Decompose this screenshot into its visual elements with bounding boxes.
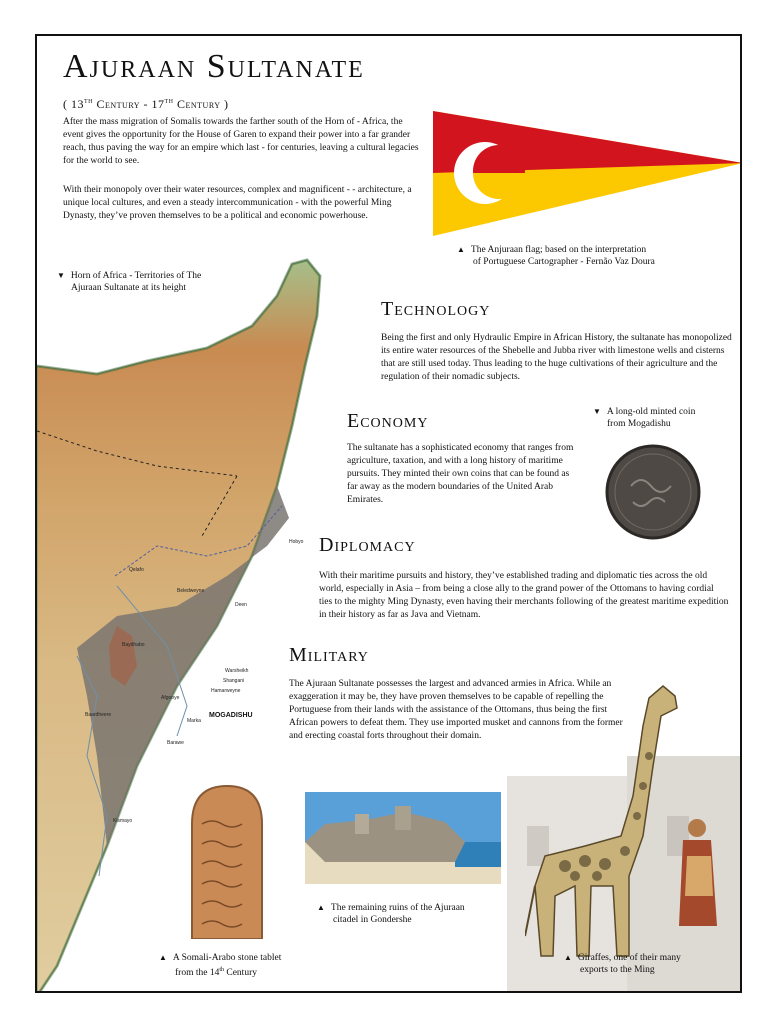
town-label: Barawe — [167, 740, 184, 746]
ruins-caption-line1: The remaining ruins of the Ajuraan — [330, 903, 465, 913]
giraffe-caption-line2: exports to the Ming — [580, 965, 655, 975]
coin-caption-line2: from Mogadishu — [607, 419, 671, 429]
economy-heading: Economy — [347, 410, 429, 432]
subtitle-start: ( 13 — [63, 97, 84, 111]
subtitle-sup-2: th — [164, 96, 174, 105]
diplomacy-heading: Diplomacy — [319, 534, 416, 556]
tablet-body — [192, 786, 262, 939]
triangle-down-icon: ▼ — [593, 407, 601, 416]
town-label: Shangani — [223, 678, 245, 684]
ruins-caption — [317, 902, 465, 926]
flag-caption-line2: of Portuguese Cartographer - Fernão Vaz Doura — [473, 257, 655, 267]
town-label: Hobyo — [289, 539, 304, 545]
giraffe-caption-line1: Giraffes, one of their many — [577, 953, 681, 963]
gondershe-ruins-photo — [305, 792, 501, 884]
flag-caption — [457, 244, 655, 268]
tablet-caption-line1: A Somali-Arabo stone tablet — [172, 953, 282, 963]
tablet-caption — [159, 952, 281, 979]
ajuraan-flag — [433, 111, 742, 236]
photo-ruin-wall — [355, 814, 369, 834]
mogadishu-coin — [603, 442, 703, 542]
coin-disc — [607, 446, 699, 538]
map-caption-line1: Horn of Africa - Territories of The — [70, 271, 202, 281]
diplomacy-body: With their maritime pursuits and history, they’ve established trading and diplomatic ties across the old world, especially in Asia – from being a close ally to the grand power of the Ottomans to having cordial ties to the mighty Ming Dynasty, even having their merchants following of the greatest maritime expedition in their history as far as Java and Vietnam. — [319, 571, 729, 620]
giraffe-body — [535, 686, 677, 956]
town-label: Baardheere — [85, 712, 112, 718]
triangle-down-icon: ▼ — [57, 271, 65, 280]
capital-label: MOGADISHU — [209, 712, 253, 719]
town-label: Marka — [187, 718, 201, 724]
subtitle-mid: Century - 17 — [93, 97, 165, 111]
town-label: Beledweyne — [177, 588, 205, 594]
horn-of-africa-map — [37, 256, 327, 993]
triangle-up-icon: ▲ — [159, 953, 167, 962]
handler-sash — [685, 856, 713, 896]
subtitle-sup-1: th — [84, 96, 93, 105]
giraffe-illustration — [525, 676, 685, 966]
stone-tablet — [187, 784, 267, 939]
town-label: Warsheikh — [225, 668, 249, 674]
photo-ruin-tower — [395, 806, 411, 830]
tablet-caption-sup: th — [219, 967, 224, 973]
handler-figure — [673, 816, 723, 936]
town-label: Baydhabo — [122, 642, 145, 648]
coin-caption-line1: A long-old minted coin — [606, 407, 696, 417]
economy-body: The sultanate has a sophisticated economy that ranges from agriculture, taxation, and with a long history of maritime pursuits. They minted their own coins that can be found as far away as the modern boundaries of the United Arab Emirates. — [347, 443, 574, 505]
tablet-caption-line2 — [175, 968, 257, 978]
coin-caption — [593, 406, 695, 430]
ruins-caption-line2: citadel in Gondershe — [333, 915, 412, 925]
page-subtitle — [63, 96, 229, 112]
town-label: Qelafo — [129, 567, 144, 573]
handler-head — [688, 819, 706, 837]
giraffe-caption — [564, 952, 681, 976]
triangle-up-icon: ▲ — [564, 953, 572, 962]
technology-heading: Technology — [381, 298, 491, 320]
intro-paragraph-1: After the mass migration of Somalis towards the farther south of the Horn of - Africa, the event gives the opportunity for the House of Garen to expand their power into a far grander reach, thus paving the way for an empire which last - for centuries, leaving a cultural legacies for the world to see. — [63, 117, 419, 166]
military-body: The Ajuraan Sultanate possesses the largest and advanced armies in Africa. While an exaggeration it may be, they have proven themselves to be capable of repelling the Portuguese from their lands with the assistance of the Ottomans, thus being the first African powers to defeat them. They use imported musket and cannons from the former and erecting coastal forts throughout their domain. — [289, 679, 623, 741]
giraffe-tail — [525, 886, 535, 936]
town-label: Kismayo — [113, 818, 133, 824]
flag-caption-line1: The Anjuraan flag; based on the interpretation — [470, 245, 647, 255]
technology-body: Being the first and only Hydraulic Empire in African History, the sultanate has monopolized its entire water resources of the Shebelle and Jubba river with limestone wells and cisterns that are still used today. Thus leading to the huge cultivations of their agriculture and the regulation of their nomadic subjects. — [381, 333, 732, 382]
page-title: Ajuraan Sultanate — [63, 48, 365, 85]
tablet-caption-text: from the 14 — [175, 968, 220, 979]
triangle-up-icon: ▲ — [317, 903, 325, 912]
map-caption-line2: Ajuraan Sultanate at its height — [71, 283, 187, 293]
subtitle-end: Century ) — [173, 97, 229, 111]
triangle-up-icon: ▲ — [457, 245, 465, 254]
military-heading: Military — [289, 644, 369, 666]
tablet-caption-end: Century — [224, 968, 257, 979]
intro-paragraph-2: With their monopoly over their water resources, complex and magnificent - - architecture, a unique local cultures, and even a steady intercommunication - with the powerful Ming Dynasty, they’ve proven themselves to be a political and economic powerhouse. — [63, 185, 412, 221]
town-label: Deen — [235, 602, 247, 608]
town-label: Afgooye — [161, 695, 180, 701]
poster-frame — [35, 34, 742, 993]
town-label: Hamarweyne — [211, 688, 241, 694]
